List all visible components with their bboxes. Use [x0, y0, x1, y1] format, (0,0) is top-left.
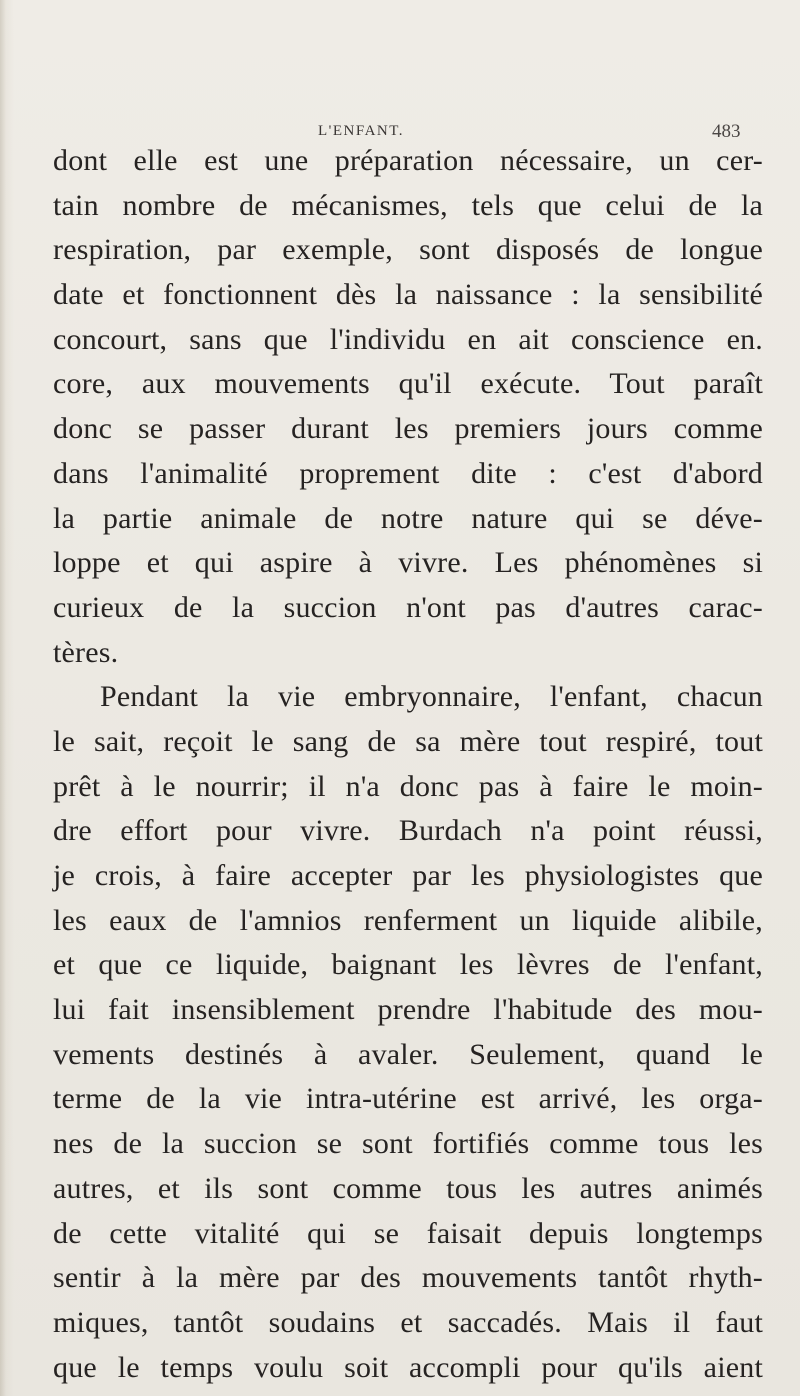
- text-line: concourt, sans que l'individu en ait conscience en.: [53, 322, 763, 356]
- text-line: dre effort pour vivre. Burdach n'a point réussi,: [53, 814, 763, 848]
- text-line: dont elle est une préparation nécessaire, un cer-: [53, 144, 763, 177]
- text-line: donc se passer durant les premiers jours comme: [53, 412, 763, 446]
- text-line: date et fonctionnent dès la naissance : la sensibilité: [53, 278, 763, 312]
- text-line: prêt à le nourrir; il n'a donc pas à faire le moin-: [53, 769, 763, 803]
- paragraph-start-line: Pendant la vie embryonnaire, l'enfant, chacun: [100, 680, 763, 714]
- text-line: nes de la succion se sont fortifiés comme tous les: [53, 1127, 763, 1161]
- text-line: curieux de la succion n'ont pas d'autres carac-: [53, 590, 763, 624]
- text-line: la partie animale de notre nature qui se déve-: [53, 501, 763, 535]
- text-line: tain nombre de mécanismes, tels que celui de la: [53, 188, 763, 222]
- text-line: autres, et ils sont comme tous les autres animés: [53, 1171, 763, 1205]
- text-line: miques, tantôt soudains et saccadés. Mais il faut: [53, 1305, 763, 1339]
- text-line: respiration, par exemple, sont disposés de longue: [53, 233, 763, 267]
- text-line: loppe et qui aspire à vivre. Les phénomènes si: [53, 546, 763, 580]
- text-line: dans l'animalité proprement dite : c'est d'abord: [53, 456, 763, 490]
- text-line: les eaux de l'amnios renferment un liquide alibile,: [53, 903, 763, 937]
- text-line: lui fait insensiblement prendre l'habitude des mou-: [53, 993, 763, 1027]
- running-head-title: L'ENFANT.: [318, 123, 405, 139]
- body-text: [53, 139, 763, 1390]
- text-line: je crois, à faire accepter par les physiologistes que: [53, 859, 763, 892]
- text-line: de cette vitalité qui se faisait depuis longtemps: [53, 1216, 763, 1250]
- text-line: le sait, reçoit le sang de sa mère tout respiré, tout: [53, 724, 763, 758]
- text-line: et que ce liquide, baignant les lèvres de l'enfant,: [53, 948, 763, 982]
- text-line: core, aux mouvements qu'il exécute. Tout paraît: [53, 367, 763, 401]
- page-number: 483: [712, 121, 741, 142]
- text-line: terme de la vie intra-utérine est arrivé, les orga-: [53, 1082, 763, 1116]
- paragraph-end-line: tères.: [53, 635, 119, 669]
- text-line: que le temps voulu soit accompli pour qu'ils aient: [53, 1350, 763, 1384]
- text-line: sentir à la mère par des mouvements tantôt rhyth-: [53, 1261, 763, 1295]
- text-line: vements destinés à avaler. Seulement, quand le: [53, 1037, 763, 1071]
